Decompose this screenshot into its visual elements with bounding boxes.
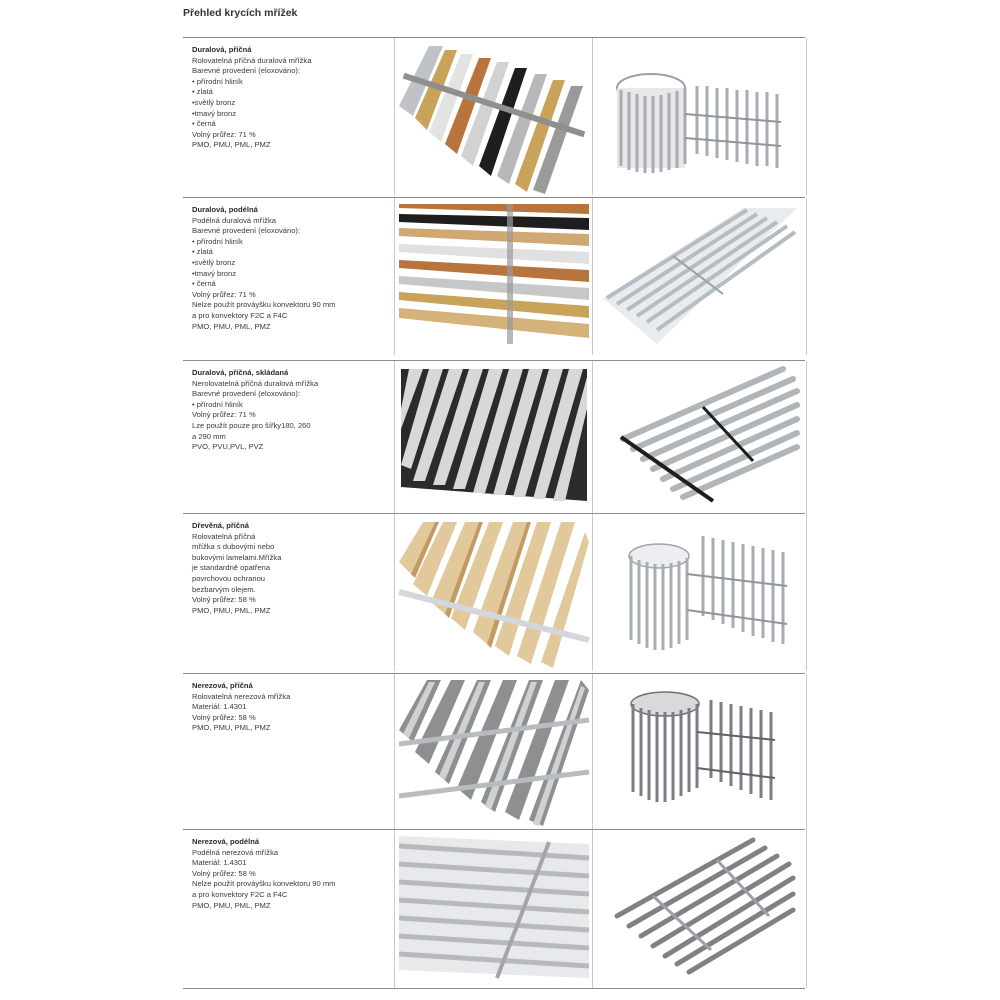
row-description <box>183 830 394 988</box>
desc-line: a 290 mm <box>192 431 226 441</box>
desc-line: bezbarvým olejem. <box>192 584 256 594</box>
page-title: Přehled krycích mřížek <box>183 7 298 19</box>
desc-line: Nerolovatelná příčná duralová mřížka <box>192 378 319 388</box>
desc-line: Podélná nerezová mřížka <box>192 847 279 857</box>
row-description <box>183 361 394 518</box>
row-description <box>183 514 394 671</box>
desc-line: Volný průřez: 71 % <box>192 289 256 299</box>
grille-closeup-photo <box>394 514 593 671</box>
desc-line: •tmavý bronz <box>192 108 237 118</box>
table-row <box>183 673 805 831</box>
grille-closeup-photo <box>394 674 593 831</box>
grille-closeup-photo <box>394 198 593 355</box>
row-title: Duralová, příčná, skládaná <box>192 368 289 377</box>
grille-closeup-photo <box>394 38 593 195</box>
desc-line: Volný průřez: 58 % <box>192 868 256 878</box>
grille-closeup-photo <box>394 830 593 988</box>
desc-line: je standardně opatřena <box>192 563 271 573</box>
grille-roll-photo <box>592 38 807 195</box>
row-description <box>183 674 394 831</box>
desc-line: Volný průřez: 71 % <box>192 129 256 139</box>
desc-line: Lze použít pouze pro šířky180, 260 <box>192 420 311 430</box>
desc-line: Volný průřez: 58 % <box>192 595 256 605</box>
row-description <box>183 198 394 355</box>
desc-line: • přírodní hliník <box>192 236 243 246</box>
desc-line: povrchovou ochranou <box>192 573 266 583</box>
row-title: Duralová, podélná <box>192 205 258 214</box>
desc-line: Materiál: 1.4301 <box>192 858 247 868</box>
desc-line: Barevné provedení (eloxováno): <box>192 226 301 236</box>
desc-line: PMO, PMU, PML, PMZ <box>192 900 271 910</box>
grille-closeup-photo <box>394 361 593 518</box>
desc-line: •tmavý bronz <box>192 268 237 278</box>
desc-line: Nelze použít prováyšku konvektoru 90 mm <box>192 300 336 310</box>
grille-flat-photo <box>592 198 807 355</box>
desc-line: Rolovatelná nerezová mřížka <box>192 691 291 701</box>
desc-line: PMO, PMU, PML, PMZ <box>192 321 271 331</box>
desc-line: a pro konvektory F2C a F4C <box>192 889 288 899</box>
row-title: Nerezová, podélná <box>192 837 260 846</box>
grille-roll-photo <box>592 674 807 831</box>
desc-line: Barevné provedení (eloxováno): <box>192 389 301 399</box>
desc-line: Barevné provedení (eloxováno): <box>192 66 301 76</box>
desc-line: •světlý bronz <box>192 97 236 107</box>
row-title: Nerezová, příčná <box>192 681 253 690</box>
grille-table <box>183 37 805 987</box>
desc-line: Materiál: 1.4301 <box>192 702 247 712</box>
desc-line: Volný průřez: 58 % <box>192 712 256 722</box>
desc-line: PVO, PVU,PVL, PVZ <box>192 442 264 452</box>
desc-line: • černá <box>192 119 216 129</box>
table-row <box>183 197 805 355</box>
desc-line: • zlatá <box>192 87 213 97</box>
table-row <box>183 360 805 518</box>
desc-line: Rolovatelná příčná duralová mřížka <box>192 55 312 65</box>
table-row <box>183 829 805 989</box>
table-row <box>183 513 805 671</box>
desc-line: Nelze použít prováyšku konvektoru 90 mm <box>192 879 336 889</box>
desc-line: • zlatá <box>192 247 213 257</box>
grille-flat-photo <box>592 830 807 988</box>
desc-line: Rolovatelná příčná <box>192 531 256 541</box>
desc-line: Podélná duralová mřížka <box>192 215 276 225</box>
desc-line: Volný průřez: 71 % <box>192 410 256 420</box>
desc-line: • přírodní hliník <box>192 399 243 409</box>
desc-line: a pro konvektory F2C a F4C <box>192 310 288 320</box>
desc-line: PMO, PMU, PML, PMZ <box>192 723 271 733</box>
grille-flat-photo <box>592 361 807 518</box>
table-row <box>183 37 805 195</box>
row-description <box>183 38 394 195</box>
grille-roll-photo <box>592 514 807 671</box>
row-title: Dřevěná, příčná <box>192 521 249 530</box>
row-title: Duralová, příčná <box>192 45 252 54</box>
desc-line: PMO, PMU, PML, PMZ <box>192 140 271 150</box>
desc-line: • černá <box>192 279 216 289</box>
desc-line: PMO, PMU, PML, PMZ <box>192 605 271 615</box>
desc-line: •světlý bronz <box>192 257 236 267</box>
desc-line: bukovými lamelami.Mřížka <box>192 552 282 562</box>
desc-line: mřížka s dubovými nebo <box>192 542 275 552</box>
desc-line: • přírodní hliník <box>192 76 243 86</box>
